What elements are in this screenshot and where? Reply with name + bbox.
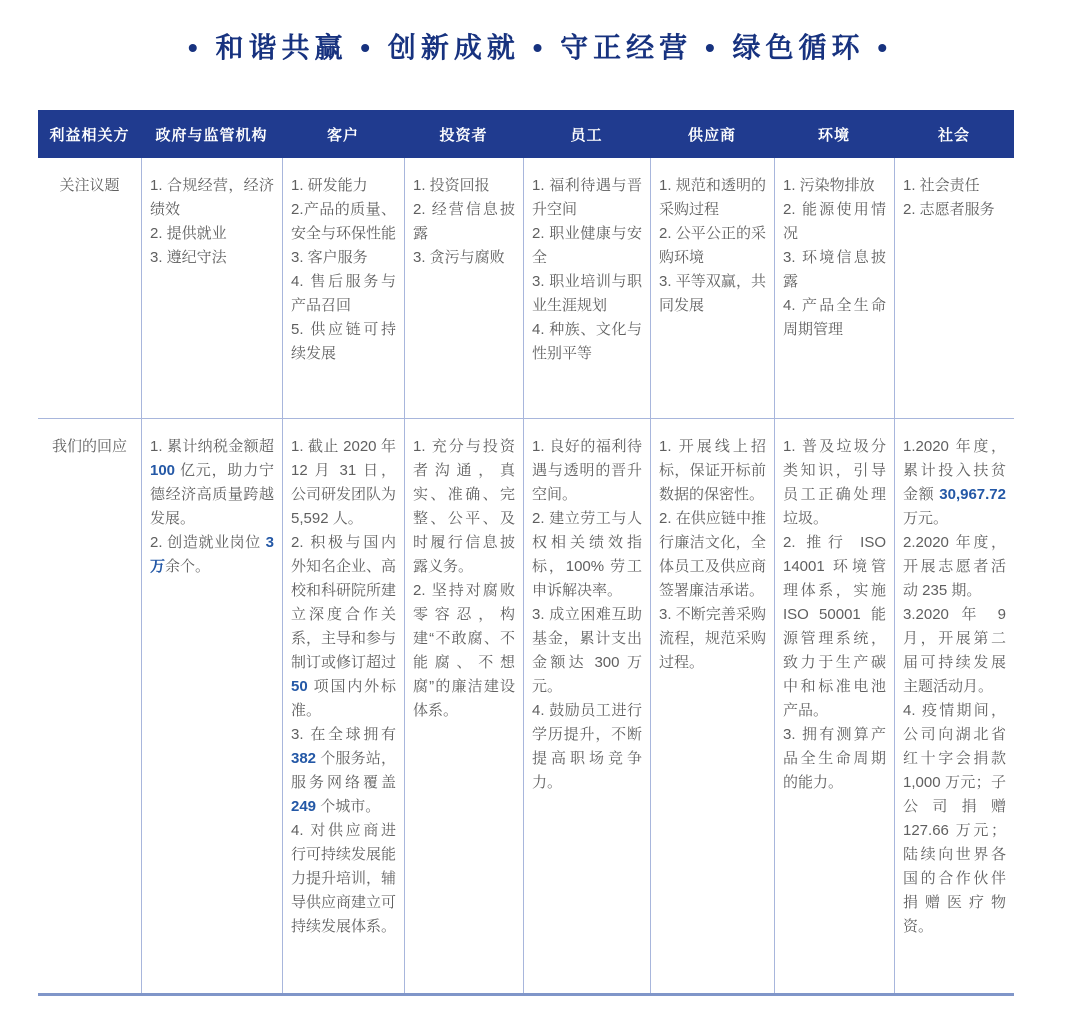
list-item: 3. 客户服务 [291,249,368,266]
list-item: 2. 在供应链中推行廉洁文化，全体员工及供应商签署廉洁承诺。 [659,510,766,599]
list-item: 1. 开展线上招标，保证开标前数据的保密性。 [659,438,766,503]
cell-topics-employees [523,158,650,418]
list-item: 1. 截止 2020 年 12 月 31 日，公司研发团队为 5,592 人。 [291,438,397,527]
column-header-investors: 投资者 [439,126,488,144]
list-item: 1.2020 年度，累计投入扶贫金额 30,967.72 万元。 [903,438,1006,527]
list-item: 3. 遵纪守法 [150,249,227,266]
list-item: 1. 合规经营，经济绩效 [150,177,274,218]
list-item: 3. 贪污与腐败 [413,249,505,266]
list-item: 2. 推行 ISO 14001 环境管理体系，实施 ISO 50001 能源管理系统，致力于生产碳中和标准电池产品。 [783,534,886,719]
column-header-environment: 环境 [817,126,850,144]
column-header-society: 社会 [937,126,970,144]
cell-responses-society [894,419,1014,993]
list-item: 4. 对供应商进行可持续发展能力提升培训，辅导供应商建立可持续发展体系。 [291,822,397,935]
list-item: 2. 能源使用情况 [783,201,886,242]
list-item: 2. 创造就业岗位 3 万余个。 [150,534,274,575]
list-item: 2. 经营信息披露 [413,201,515,242]
list-item: 4. 售后服务与产品召回 [291,273,396,314]
list-item: 1. 充分与投资者沟通，真实、准确、完整、公平、及时履行信息披露义务。 [413,438,515,575]
list-item: 2. 建立劳工与人权相关绩效指标，100% 劳工申诉解决率。 [532,510,642,599]
stakeholder-table [38,110,1014,996]
list-item: 2. 职业健康与安全 [532,225,642,266]
list-item: 2.产品的质量、安全与环保性能 [291,201,397,242]
cell-topics-customers [282,158,404,418]
table-row-topics [38,158,1014,418]
list-item: 1. 福利待遇与晋升空间 [532,177,642,218]
list-item: 3. 在全球拥有 382 个服务站，服务网络覆盖 249 个城市。 [291,726,396,815]
cell-topics-society [894,158,1014,418]
cell-topics-government [141,158,282,418]
list-item: 1. 普及垃圾分类知识，引导员工正确处理垃圾。 [783,438,886,527]
list-item: 1. 研发能力 [291,177,368,194]
highlight-number: 100 [150,462,176,479]
list-item: 4. 鼓励员工进行学历提升，不断提高职场竞争力。 [532,702,642,791]
cell-topics-investors [404,158,523,418]
list-item: 3. 拥有测算产品全生命周期的能力。 [783,726,886,791]
cell-responses-employees [523,419,650,993]
column-header-government: 政府与监管机构 [155,126,268,144]
list-item: 2. 提供就业 [150,225,227,242]
list-item: 1. 规范和透明的采购过程 [659,177,766,218]
list-item: 2. 志愿者服务 [903,201,995,218]
highlight-number: 30,967.72 [939,486,1006,503]
list-item: 3. 职业培训与职业生涯规划 [532,273,642,314]
list-item: 1. 污染物排放 [783,177,875,194]
list-item: 3. 成立困难互助基金，累计支出金额达 300 万元。 [532,606,642,695]
list-item: 1. 良好的福利待遇与透明的晋升空间。 [532,438,642,503]
table-body [38,158,1014,996]
highlight-number: 3 万 [150,534,274,575]
list-item: 3. 平等双赢，共同发展 [659,273,766,314]
list-item: 4. 疫情期间，公司向湖北省红十字会捐款 1,000 万元；子公司捐赠 127.66 万元；陆续向世界各国的合作伙伴捐赠医疗物资。 [903,702,1006,935]
highlight-number: 249 [291,798,317,815]
list-item: 2. 坚持对腐败零容忍，构建“不敢腐、不能腐、不想腐”的廉洁建设体系。 [413,582,515,719]
cell-responses-investors [404,419,523,993]
table-row-responses [38,418,1014,993]
row-label-topics: 关注议题 [59,177,120,194]
column-header-stakeholder: 利益相关方 [49,126,130,144]
column-header-employees: 员工 [570,126,603,144]
cell-responses-government [141,419,282,993]
list-item: 3.2020 年 9 月，开展第二届可持续发展主题活动月。 [903,606,1006,695]
list-item: 3. 不断完善采购流程，规范采购过程。 [659,606,766,671]
table-header-row [38,110,1014,158]
list-item: 4. 产品全生命周期管理 [783,297,886,338]
column-header-suppliers: 供应商 [687,126,736,144]
list-item: 5. 供应链可持续发展 [291,321,396,362]
cell-responses-customers [282,419,404,993]
cell-topics-environment [774,158,894,418]
list-item: 1. 累计纳税金额超 100 亿元，助力宁德经济高质量跨越发展。 [150,438,274,527]
list-item: 4. 种族、文化与性别平等 [532,321,642,362]
list-item: 1. 投资回报 [413,177,490,194]
list-item: 1. 社会责任 [903,177,980,194]
highlight-number: 382 [291,750,317,767]
highlight-number: 50 [291,678,308,695]
row-label-responses: 我们的回应 [51,438,127,455]
cell-responses-suppliers [650,419,774,993]
column-header-customers: 客户 [326,126,359,144]
cell-topics-suppliers [650,158,774,418]
cell-responses-environment [774,419,894,993]
page-title: • 和谐共赢 • 创新成就 • 守正经营 • 绿色循环 • [187,32,893,63]
list-item: 2. 公平公正的采购环境 [659,225,766,266]
list-item: 2. 积极与国内外知名企业、高校和科研院所建立深度合作关系，主导和参与制订或修订超过 50 项国内外标准。 [291,534,397,719]
list-item: 2.2020 年度，开展志愿者活动 235 期。 [903,534,1006,599]
list-item: 3. 环境信息披露 [783,249,886,290]
